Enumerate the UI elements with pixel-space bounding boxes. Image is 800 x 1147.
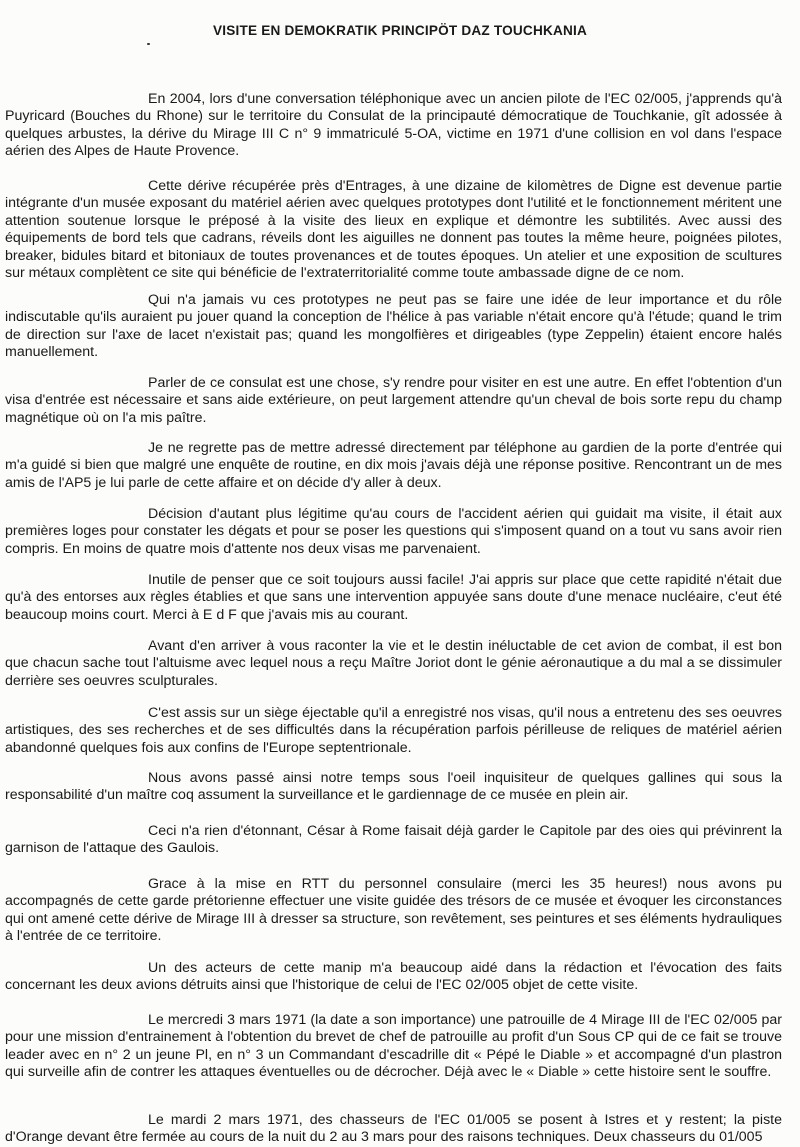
paragraph-3: Qui n'a jamais vu ces prototypes ne peut pas se faire une idée de leur importance et du rôle indiscutable qu'ils auraient pu jouer quand la conception de l'hélice à pas variable n'était encore qu'à l'étude; quand le trim de direction sur l'axe de lacet n'existait pas; quand les mongolfières et dirigeables (type Zeppelin) étaient encore halés manuellement. <box>5 292 782 361</box>
paragraph-13: Un des acteurs de cette manip m'a beaucoup aidé dans la rédaction et l'évocation des faits concernant les deux avions détruits ainsi que l'historique de celui de l'EC 02/005 objet de cette visite. <box>5 960 782 994</box>
document-title: VISITE EN DEMOKRATIK PRINCIPÖT DAZ TOUCHKANIA <box>212 23 588 38</box>
paragraph-14: Le mercredi 3 mars 1971 (la date a son importance) une patrouille de 4 Mirage III de l'EC 02/005 par pour une mission d'entrainement à l'obtention du brevet de chef de patrouille au profit d'un Sous CP qui de ce fait se trouve leader avec en n° 2 un jeune Pl, en n° 3 un Commandant d'escadrille dit « Pépé le Diable » et accompagné d'un plastron qui surveille afin de contrer les attaques éventuelles ou de décrocher. Déjà avec le « Diable » cette histoire sent le souffre. <box>5 1012 782 1081</box>
paragraph-11: Ceci n'a rien d'étonnant, César à Rome faisait déjà garder le Capitole par des oies qui prévinrent la garnison de l'attaque des Gaulois. <box>5 823 782 857</box>
paragraph-1: En 2004, lors d'une conversation téléphonique avec un ancien pilote de l'EC 02/005, j'apprends qu'à Puyricard (Bouches du Rhone) sur le territoire du Consulat de la principauté démocratique de Touchkanie, gît adossée à quelques arbustes, la dérive du Mirage III C n° 9 immatriculé 5-OA, victime en 1971 d'une collision en vol dans l'espace aérien des Alpes de Haute Provence. <box>5 91 782 160</box>
paragraph-10: Nous avons passé ainsi notre temps sous l'oeil inquisiteur de quelques gallines qui sous la responsabilité d'un maître coq assument la surveillance et le gardiennage de ce musée en plein air. <box>5 770 782 804</box>
paragraph-15: Le mardi 2 mars 1971, des chasseurs de l'EC 01/005 se posent à Istres et y restent; la piste d'Orange devant être fermée au cours de la nuit du 2 au 3 mars pour des raisons techniques. Deux chasseurs du 01/005 <box>5 1112 782 1146</box>
paragraph-12: Grace à la mise en RTT du personnel consulaire (merci les 35 heures!) nous avons pu accompagnés de cette garde prétorienne effectuer une visite guidée des trésors de ce musée et évoquer les circonstances qui ont amené cette dérive de Mirage III à dresser sa structure, son revêtement, ses peintures et ses éléments hydrauliques à l'entrée de ce territoire. <box>5 876 782 945</box>
paragraph-8: Avant d'en arriver à vous raconter la vie et le destin inéluctable de cet avion de combat, il est bon que chacun sache tout l'altuisme avec lequel nous a reçu Maître Joriot dont le génie aéronautique a du mal a se dissimuler derrière ses oeuvres sculpturales. <box>5 638 782 689</box>
paragraph-5: Je ne regrette pas de mettre adressé directement par téléphone au gardien de la porte d'entrée qui m'a guidé si bien que malgré une enquête de routine, en dix mois j'avais déjà une réponse positive. Rencontrant un de mes amis de l'AP5 je lui parle de cette affaire et on décide d'y aller à deux. <box>5 440 782 491</box>
paragraph-2: Cette dérive récupérée près d'Entrages, à une dizaine de kilomètres de Digne est devenue partie intégrante d'un musée exposant du matériel aérien avec quelques prototypes dont l'utilité et le fonctionnement méritent une attention soutenue lorsque le préposé à la visite des lieux en explique et démontre les subtilités. Avec aussi des équipements de bord tels que cadrans, réveils dont les aiguilles ne donnent pas toutes la même heure, poignées pilotes, breaker, bidules bitard et bitoniaux de toutes provenances et de toutes époques. Un atelier et une exposition de scultures sur métaux complètent ce site qui bénéficie de l'extraterritorialité comme toute ambassade digne de ce nom. <box>5 178 782 282</box>
paragraph-6: Décision d'autant plus légitime qu'au cours de l'accident aérien qui guidait ma visite, il était aux premières loges pour constater les dégats et pour se poser les questions qui s'imposent quand on a tout vu sans avoir rien compris. En moins de quatre mois d'attente nos deux visas me parvenaient. <box>5 506 782 557</box>
paragraph-4: Parler de ce consulat est une chose, s'y rendre pour visiter en est une autre. En effet l'obtention d'un visa d'entrée est nécessaire et sans aide extérieure, on peut largement attendre qu'un cheval de bois sorte repu du champ magnétique où on l'a mis paître. <box>5 375 782 426</box>
paragraph-7: Inutile de penser que ce soit toujours aussi facile! J'ai appris sur place que cette rapidité n'était due qu'à des entorses aux règles établies et que sans une intervention appuyée sans doute d'une menace nucléaire, c'eut été beaucoup moins court. Merci à E d F que j'avais mis au courant. <box>5 572 782 623</box>
paragraph-9: C'est assis sur un siège éjectable qu'il a enregistré nos visas, qu'il nous a entretenu des ses oeuvres artistiques, des ses recherches et de ses difficultés dans la récupération parfois périlleuse de reliques de matériel aérien abandonné quelques fois aux confins de l'Europe septentrionale. <box>5 705 782 756</box>
scan-speck <box>147 43 150 45</box>
